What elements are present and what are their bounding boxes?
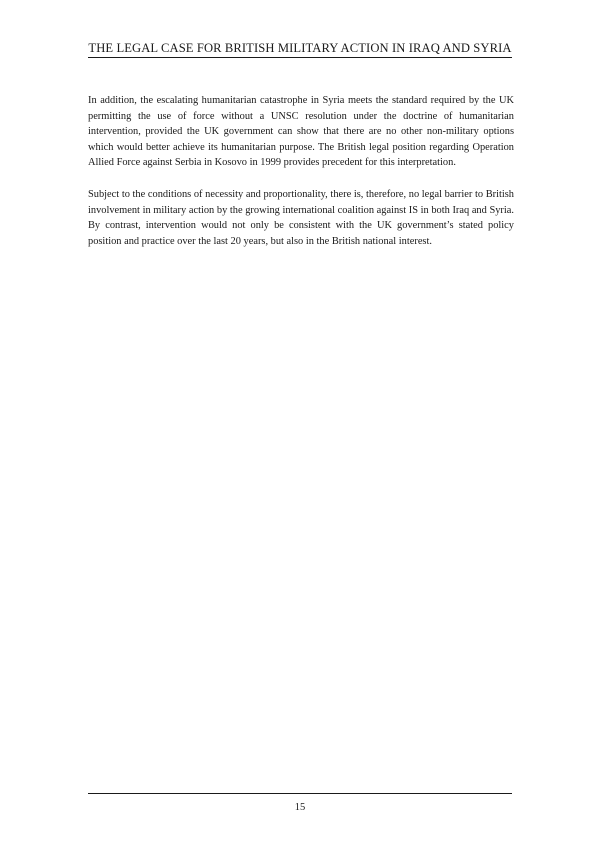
- page-number: 15: [294, 802, 306, 813]
- header-divider: [88, 57, 512, 58]
- footer-divider: [88, 793, 512, 794]
- running-header-title: THE LEGAL CASE FOR BRITISH MILITARY ACTION IN IRAQ AND SYRIA: [88, 41, 512, 55]
- body-paragraph: In addition, the escalating humanitarian catastrophe in Syria meets the standard required by the UK permitting the use of force without a UNSC resolution under the doctrine of humanitarian intervention, provided the UK government can show that there are no other non-military options which would better achieve its humanitarian purpose. The British legal position regarding Operation Allied Force against Serbia in Kosovo in 1999 provides precedent for this interpretation.: [88, 95, 514, 169]
- document-body: [88, 93, 514, 265]
- body-paragraph: Subject to the conditions of necessity and proportionality, there is, therefore, no legal barrier to British involvement in military action by the growing international coalition against IS in both Iraq and Syria. By contrast, intervention would not only be consistent with the UK government’s stated policy position and practice over the last 20 years, but also in the British national interest.: [88, 188, 514, 247]
- running-header: [88, 40, 512, 56]
